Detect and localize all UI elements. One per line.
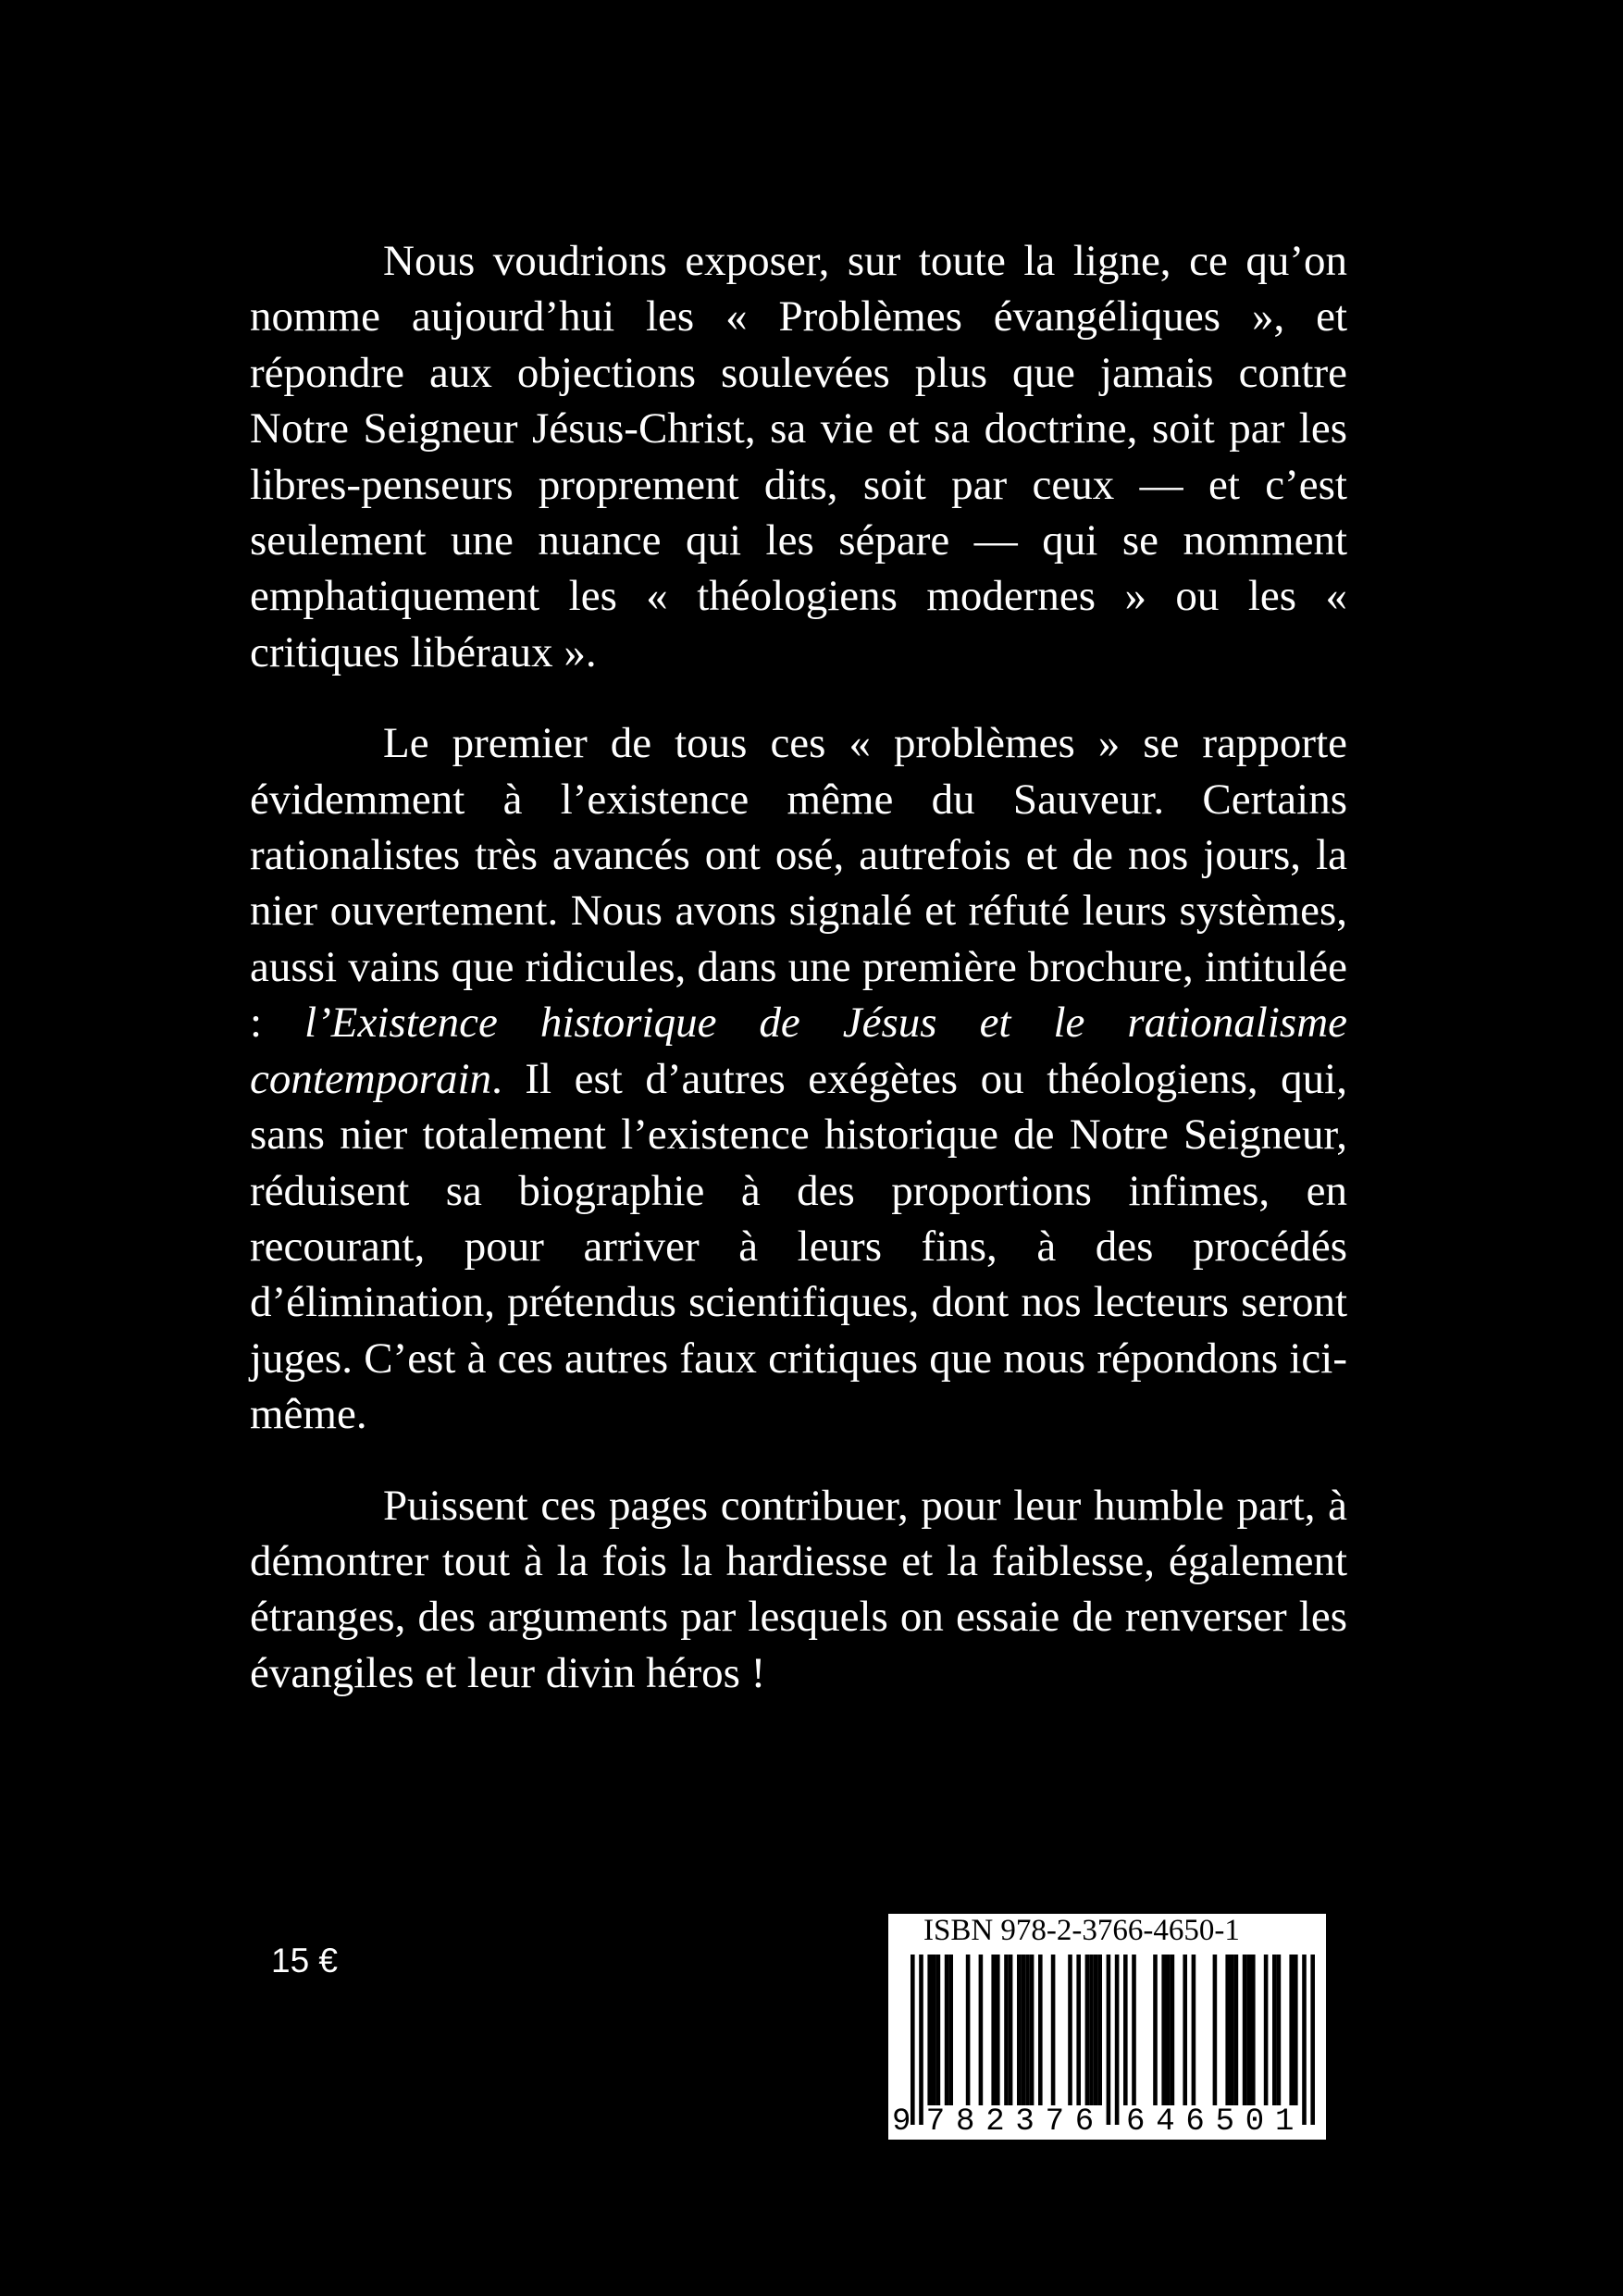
barcode-bar [919,1955,923,2125]
barcode-bar [1310,1955,1315,2125]
barcode-bar [1009,1955,1013,2105]
isbn-label: ISBN 978-2-3766-4650-1 [923,1914,1240,1947]
barcode-bar [1246,1955,1251,2105]
ean-digit: 6 [1074,2104,1095,2140]
barcode-bar [1022,1955,1026,2105]
barcode-bar [1038,1955,1043,2105]
barcode-bar [1030,1955,1035,2105]
barcode-bar [1294,1955,1298,2105]
barcode-bar [1153,1955,1158,2105]
barcode-bar [979,1955,984,2105]
blurb-paragraph-2 [250,715,1347,1442]
barcode-bar [1085,1955,1090,2105]
price-label: 15 € [271,1942,339,1980]
barcode-bar [1123,1955,1128,2105]
barcode-bar [1277,1955,1282,2105]
ean-digit: 5 [1215,2104,1234,2140]
ean-digit: 4 [1156,2104,1175,2140]
barcode-bar [1225,1955,1230,2105]
barcode-bar [1192,1955,1196,2105]
barcode-bar [1171,1955,1175,2105]
barcode-bar [1243,1955,1247,2105]
barcode-bar [1161,1955,1166,2105]
ean-digit: 8 [956,2104,975,2140]
barcode-bar [911,1955,915,2125]
barcode-bar [966,1955,971,2105]
blurb-paragraph-1: Nous voudrions exposer, sur toute la ligne, ce qu’on nomme aujourd’hui les « Problèmes évangéliques », et répondre aux objections soulevées plus que jamais contre Notre Seigneur Jésus-Christ, sa vie et sa doctrine, soit par les libres-penseurs proprement dits, soit par ceux — et c’est seulement une nuance qui les sépare — qui se nomment emphatiquement les « théologiens modernes » ou les « critiques libéraux ». [250,237,1347,676]
barcode-bar [936,1955,941,2105]
ean-digit: 3 [1015,2104,1035,2140]
barcode-bar [1115,1955,1120,2125]
barcode-bar [1132,1955,1136,2105]
barcode-bar [1272,1955,1277,2105]
barcode-bar [1264,1955,1269,2105]
barcode-bar [1076,1955,1081,2105]
ean-digit: 7 [1045,2104,1064,2140]
barcode-bar [1166,1955,1171,2105]
blurb-paragraph-2-end: . Il est d’autres exégètes ou théologiens, qui, sans nier totalement l’existence historique de Notre Seigneur, réduisent sa biographie à des proportions infimes, en recourant, pour arriver à leurs fins, à des procédés d’élimination, prétendus scientifiques, dont nos lecteurs seront juges. C’est à ces autres faux critiques que nous répondons ici-même. [250,1054,1347,1439]
ean-digit: 2 [985,2104,1005,2140]
barcode-bar [1230,1955,1234,2105]
barcode-bar [1183,1955,1187,2105]
barcode-bar [932,1955,936,2105]
barcode-bar [948,1955,953,2105]
barcode-bar [1289,1955,1294,2105]
barcode-bar [991,1955,996,2105]
barcode-bar [1234,1955,1239,2105]
blurb [250,233,1347,1736]
blurb-paragraph-3: Puissent ces pages contribuer, pour leur humble part, à démontrer tout à la fois la hardiesse et la faiblesse, également étranges, des arguments par lesquels on essaie de renverser les évangiles et leur divin héros ! [250,1481,1347,1697]
ean-digits [888,2105,1326,2139]
barcode-bar [1097,1955,1102,2105]
barcode-bar [1051,1955,1056,2105]
barcode-bar [1068,1955,1072,2105]
cited-title: l’Existence historique de Jésus et le rationalisme contemporain [250,999,1347,1103]
barcode-bar [1094,1955,1098,2105]
barcode-bar [1213,1955,1218,2105]
ean-digit: 6 [1185,2104,1205,2140]
barcode-bar [1107,1955,1111,2125]
barcode-bar [927,1955,932,2105]
ean-digit: 7 [925,2104,946,2140]
barcode-bar [945,1955,949,2105]
barcode-bar [1025,1955,1030,2105]
isbn-barcode [888,1914,1326,2140]
barcode-bar [1017,1955,1022,2105]
ean-digit: 0 [1245,2104,1265,2140]
barcode-bar [1302,1955,1307,2125]
ean-digit: 1 [1275,2104,1295,2140]
ean-digit: 6 [1126,2104,1146,2140]
barcode-bar [1004,1955,1009,2105]
barcode-bar [1089,1955,1094,2105]
barcode-bar [996,1955,1000,2105]
blurb-paragraph-2-start: Le premier de tous ces « problèmes » se rapporte évidemment à l’existence même du Sauveur. Certains rationalistes très avancés ont osé, autrefois et de nos jours, la nier ouvertement. Nous avons signalé et réfuté leurs systèmes, aussi vains que ridicules, dans une première brochure, intitulée : [250,719,1347,1048]
ean-digit: 9 [892,2104,911,2140]
barcode-bar [1251,1955,1256,2105]
